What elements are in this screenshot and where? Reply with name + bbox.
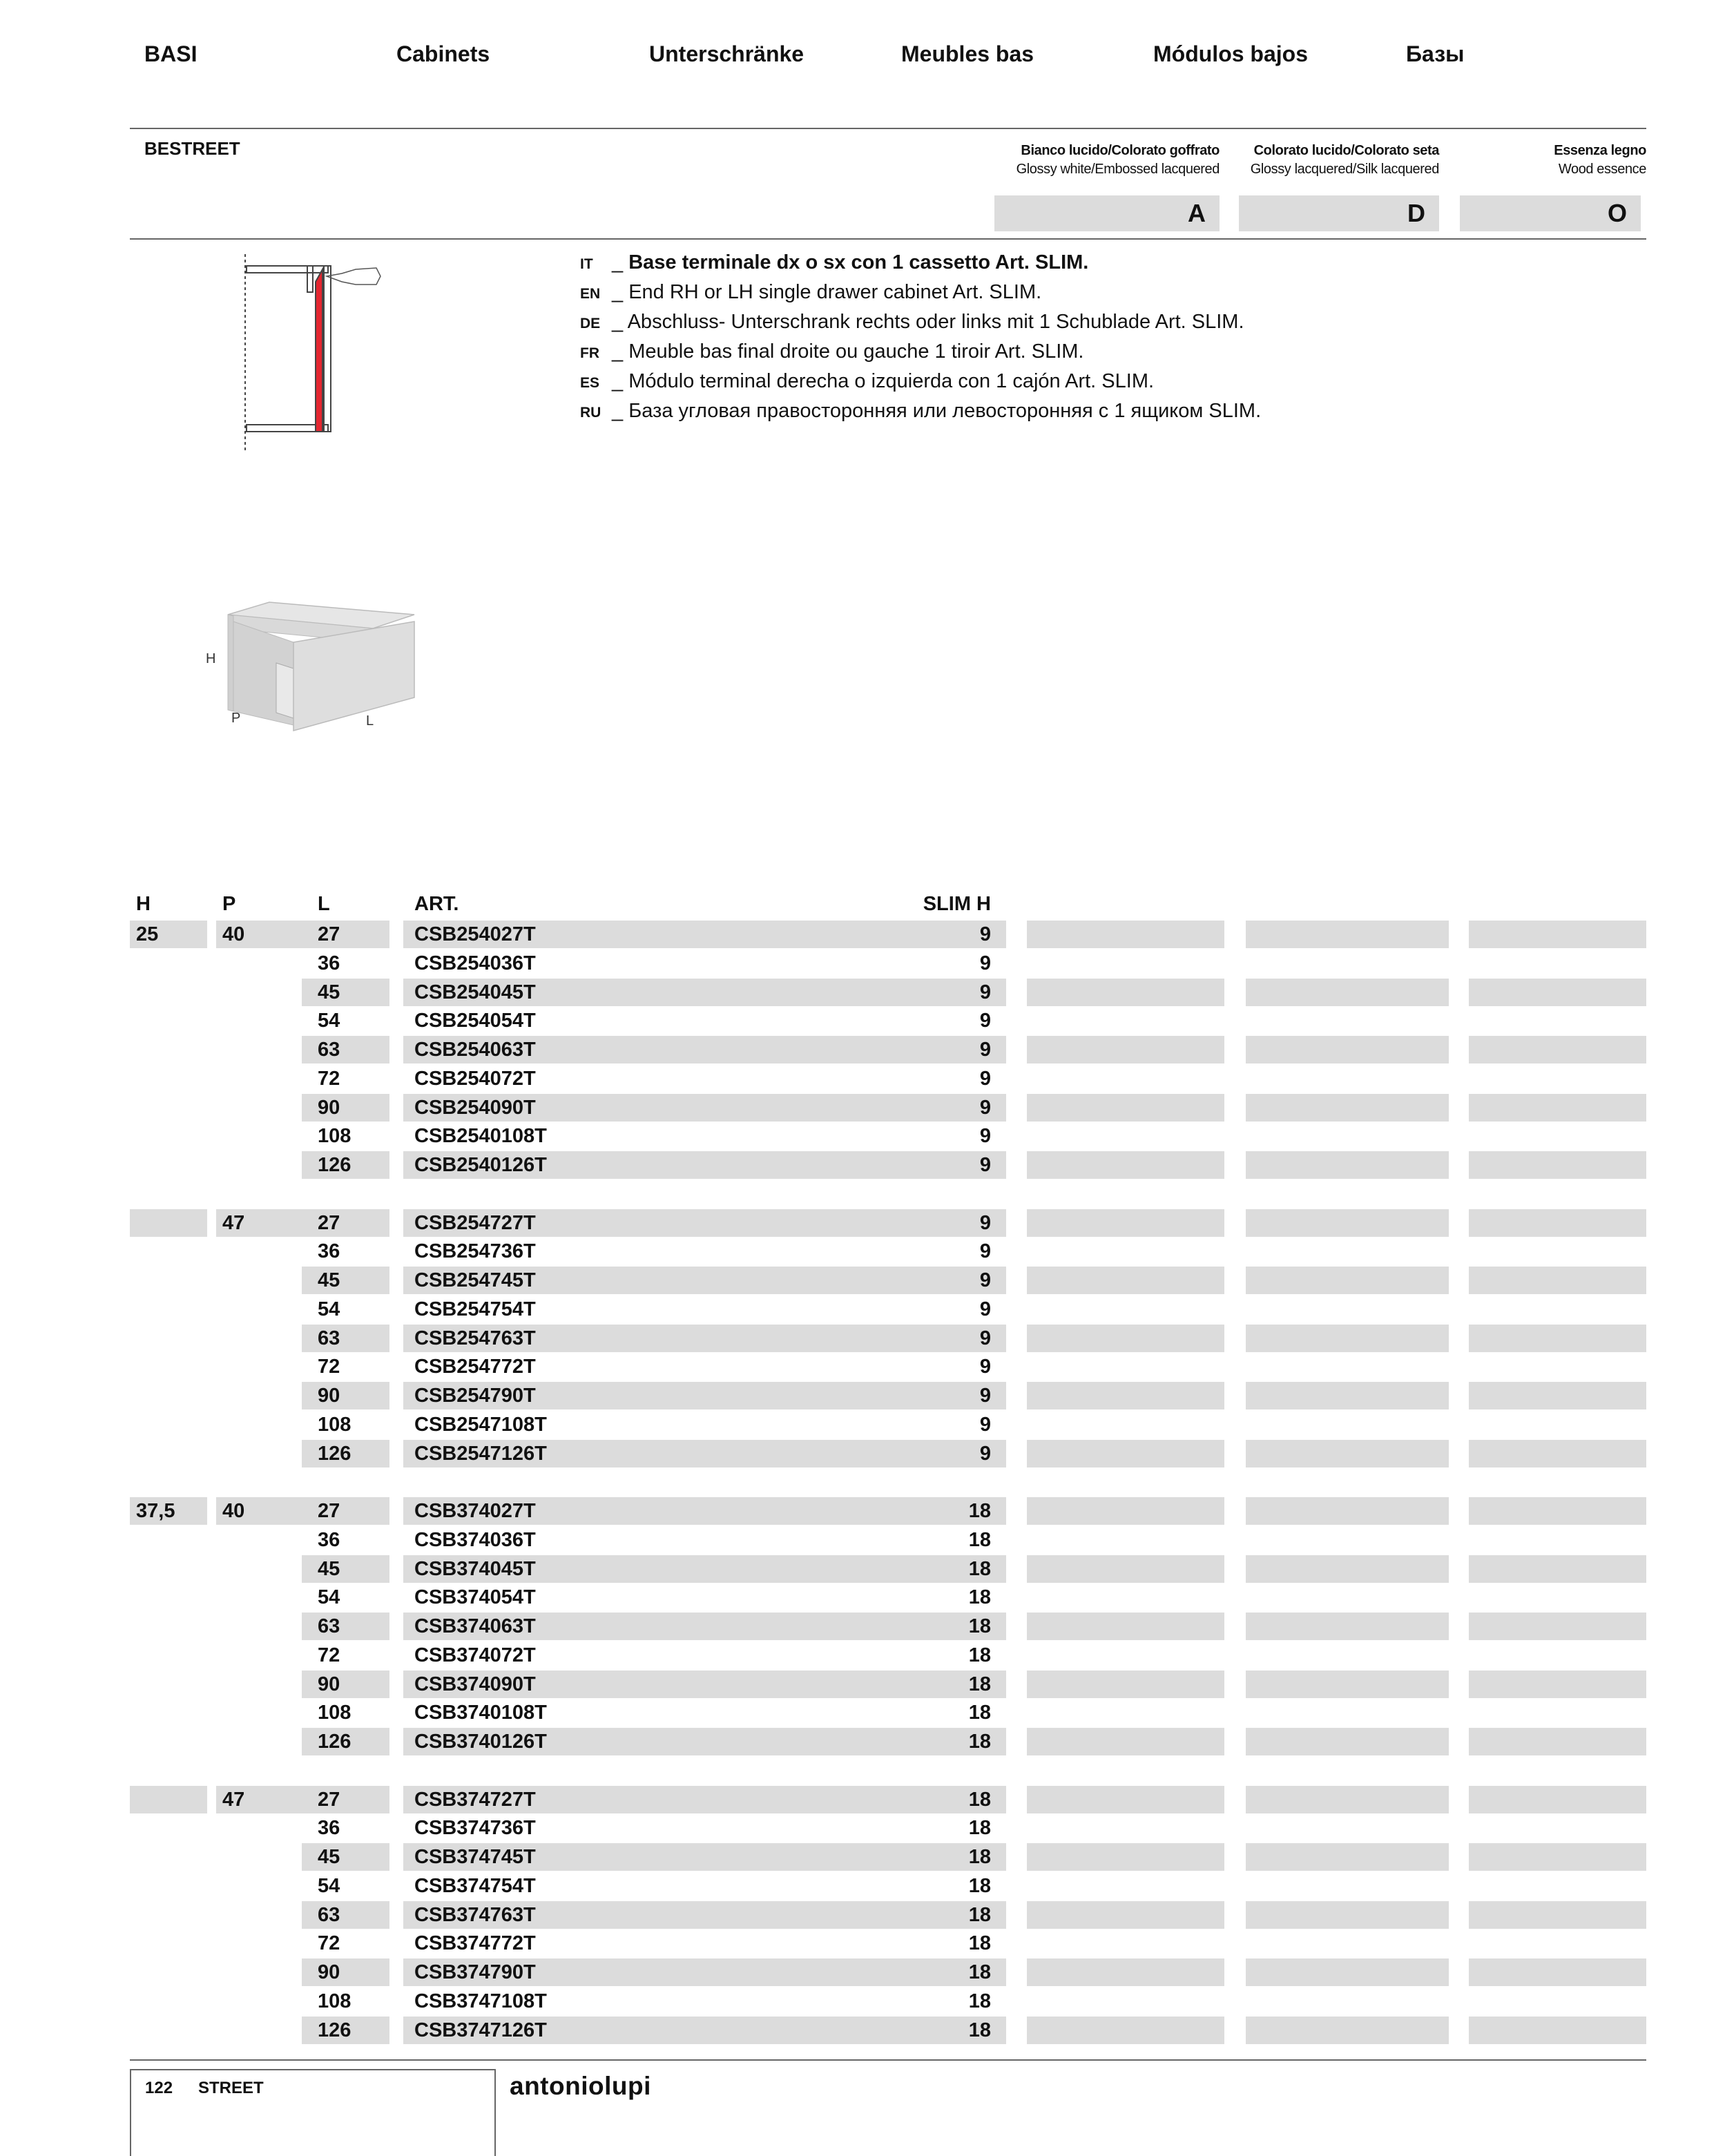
cell-art: CSB2547108T (414, 1414, 547, 1436)
cell-l: 54 (318, 1010, 340, 1032)
finish-price-cell-d (1246, 1497, 1449, 1525)
finish-price-cell-o (1469, 1901, 1646, 1929)
finish-o-label (1554, 142, 1646, 179)
description-de-text: Abschluss- Unterschrank rechts oder links mit 1 Schublade Art. SLIM. (627, 311, 1244, 333)
cell-slim-h: 9 (979, 1385, 991, 1407)
cell-art: CSB374772T (414, 1932, 536, 1954)
finish-price-cell-d (1246, 1382, 1449, 1409)
table-row (0, 1411, 1725, 1438)
table-row (0, 1526, 1725, 1554)
footer-rule (130, 2059, 1646, 2061)
finish-price-cell-a (1027, 1036, 1224, 1063)
cell-l: 126 (302, 1440, 389, 1467)
finish-price-cell-o (1469, 1843, 1646, 1871)
col-header-h: H (136, 893, 151, 915)
finish-price-cell-a (1027, 1209, 1224, 1237)
cell-l: 36 (318, 952, 340, 974)
plan-side-stub (307, 266, 313, 292)
cell-art: CSB254772T (414, 1356, 536, 1378)
finish-o-code: O (1460, 195, 1641, 231)
description-fr: FR _ Meuble bas final droite ou gauche 1 tiroir Art. SLIM. (580, 338, 1261, 367)
cell-l: 72 (318, 1932, 340, 1954)
finish-price-cell-o (1469, 1440, 1646, 1467)
dim-label-l: L (366, 713, 374, 729)
table-row (0, 1642, 1725, 1669)
description-ru: RU _ База угловая правосторонняя или левосторонняя с 1 ящиком SLIM. (580, 397, 1261, 427)
finish-price-cell-a (1027, 1843, 1224, 1871)
finish-price-cell-a (1027, 1958, 1224, 1986)
finish-a-label (1016, 142, 1220, 179)
cell-l: 63 (302, 1325, 389, 1352)
cell-art: CSB374736T (414, 1817, 536, 1839)
table-row (0, 979, 1725, 1006)
finish-price-cell-d (1246, 979, 1449, 1006)
finish-price-cell-o (1469, 1613, 1646, 1640)
page-number: 122 (145, 2079, 173, 2097)
finish-price-cell-d (1246, 1267, 1449, 1294)
cell-l: 36 (318, 1240, 340, 1262)
finish-price-cell-d (1246, 1901, 1449, 1929)
cell-l: 45 (302, 979, 389, 1006)
cell-slim-h: 9 (979, 1125, 991, 1147)
cell-art: CSB254745T (403, 1267, 1006, 1294)
finish-price-cell-o (1469, 921, 1646, 948)
finish-price-cell-o (1469, 1209, 1646, 1237)
finish-price-cell-a (1027, 979, 1224, 1006)
cell-art: CSB374727T (403, 1786, 1006, 1813)
cell-slim-h: 9 (979, 1039, 991, 1061)
table-row (0, 1296, 1725, 1323)
finish-price-cell-a (1027, 1440, 1224, 1467)
table-row (0, 1872, 1725, 1900)
finish-price-cell-o (1469, 979, 1646, 1006)
cell-l: 90 (302, 1094, 389, 1122)
finish-price-cell-d (1246, 1671, 1449, 1698)
section-rule (130, 238, 1646, 240)
cell-l: 27 (302, 1497, 389, 1525)
finish-price-cell-o (1469, 1267, 1646, 1294)
heading-ru: Базы (1406, 41, 1465, 66)
finish-price-cell-a (1027, 1728, 1224, 1755)
heading-it: BASI (144, 41, 197, 66)
cell-l: 108 (318, 1990, 351, 2012)
cell-slim-h: 18 (968, 1904, 991, 1926)
cell-l: 27 (302, 1209, 389, 1237)
drawer-interior (276, 663, 293, 718)
cell-art: CSB254054T (414, 1010, 536, 1032)
table-row (0, 1151, 1725, 1179)
table-row (0, 921, 1725, 948)
cell-art: CSB374754T (414, 1875, 536, 1897)
table-row (0, 1065, 1725, 1093)
description-fr-text: Meuble bas final droite ou gauche 1 tiroir Art. SLIM. (628, 340, 1084, 363)
cell-art: CSB3747108T (414, 1990, 547, 2012)
cell-art: CSB254736T (414, 1240, 536, 1262)
cell-p: 47 (216, 1209, 302, 1237)
series-name: BESTREET (144, 138, 240, 159)
cell-slim-h: 18 (968, 1644, 991, 1666)
cell-p: 40 (216, 921, 302, 948)
table-row (0, 1814, 1725, 1842)
cell-l: 27 (302, 921, 389, 948)
finish-price-cell-d (1246, 1440, 1449, 1467)
cell-l: 90 (302, 1671, 389, 1698)
finish-price-cell-a (1027, 1267, 1224, 1294)
finish-price-cell-d (1246, 1151, 1449, 1179)
finish-price-cell-a (1027, 1613, 1224, 1640)
finish-d-it: Colorato lucido/Colorato seta (1253, 143, 1439, 158)
col-header-l: L (318, 893, 330, 915)
cell-l: 126 (302, 1151, 389, 1179)
finish-price-cell-d (1246, 1786, 1449, 1813)
cell-art: CSB2547126T (403, 1440, 1006, 1467)
finish-d-label (1251, 142, 1439, 179)
cell-art: CSB254763T (403, 1325, 1006, 1352)
finish-price-cell-o (1469, 1382, 1646, 1409)
cell-art: CSB374054T (414, 1586, 536, 1608)
table-row (0, 1382, 1725, 1409)
finish-a-en: Glossy white/Embossed lacquered (1016, 162, 1220, 177)
cabinet-left-side (228, 615, 233, 711)
cell-slim-h: 9 (979, 1154, 991, 1176)
table-row (0, 1555, 1725, 1583)
cell-slim-h: 9 (979, 1068, 991, 1090)
lang-code-de: DE (580, 316, 601, 331)
finish-o-en: Wood essence (1558, 162, 1646, 177)
cell-slim-h: 18 (968, 1961, 991, 1983)
cell-art: CSB254072T (414, 1068, 536, 1090)
lang-code-en: EN (580, 286, 601, 302)
heading-de: Unterschränke (649, 41, 804, 66)
footer-box (130, 2069, 496, 2156)
cell-art: CSB3740108T (414, 1702, 547, 1724)
finish-price-cell-a (1027, 921, 1224, 948)
cell-slim-h: 9 (979, 981, 991, 1003)
cell-art: CSB3747126T (403, 2017, 1006, 2044)
finish-price-cell-a (1027, 1094, 1224, 1122)
finish-price-cell-o (1469, 1151, 1646, 1179)
cell-art: CSB374745T (403, 1843, 1006, 1871)
cell-l: 36 (318, 1817, 340, 1839)
finish-price-cell-o (1469, 1325, 1646, 1352)
cell-l: 54 (318, 1875, 340, 1897)
finish-price-cell-o (1469, 1497, 1646, 1525)
cell-slim-h: 9 (979, 1298, 991, 1320)
table-row (0, 1238, 1725, 1265)
cell-art: CSB374072T (414, 1644, 536, 1666)
heading-en: Cabinets (396, 41, 490, 66)
table-row (0, 1613, 1725, 1640)
cell-art: CSB254754T (414, 1298, 536, 1320)
description-it-text: Base terminale dx o sx con 1 cassetto Art. SLIM. (628, 251, 1089, 273)
cell-slim-h: 18 (968, 1500, 991, 1522)
cell-art: CSB254063T (403, 1036, 1006, 1063)
table-row (0, 1584, 1725, 1611)
collection-name: STREET (198, 2079, 264, 2097)
finish-a-it: Bianco lucido/Colorato goffrato (1021, 143, 1220, 158)
description-en: EN _ End RH or LH single drawer cabinet Art. SLIM. (580, 278, 1261, 308)
cell-art: CSB2540108T (414, 1125, 547, 1147)
finish-price-cell-d (1246, 2017, 1449, 2044)
finish-price-cell-d (1246, 1728, 1449, 1755)
table-row (0, 950, 1725, 977)
cell-l: 126 (302, 1728, 389, 1755)
description-de: DE _ Abschluss- Unterschrank rechts oder links mit 1 Schublade Art. SLIM. (580, 308, 1261, 338)
cell-slim-h: 9 (979, 1240, 991, 1262)
cell-art: CSB254090T (403, 1094, 1006, 1122)
finish-o-it: Essenza legno (1554, 143, 1646, 158)
cell-l: 90 (302, 1382, 389, 1409)
cell-slim-h: 9 (979, 1097, 991, 1119)
finish-price-cell-d (1246, 1555, 1449, 1583)
description-ru-text: База угловая правосторонняя или левосторонняя с 1 ящиком SLIM. (628, 400, 1262, 422)
cell-slim-h: 18 (968, 1673, 991, 1695)
cell-slim-h: 18 (968, 1615, 991, 1637)
table-row (0, 1209, 1725, 1237)
cell-art: CSB254045T (403, 979, 1006, 1006)
table-row (0, 1699, 1725, 1726)
cell-h (130, 1786, 207, 1813)
table-row (0, 1007, 1725, 1034)
cell-l: 54 (318, 1298, 340, 1320)
cell-art: CSB374763T (403, 1901, 1006, 1929)
finish-price-cell-o (1469, 2017, 1646, 2044)
plan-diagram (238, 249, 390, 456)
cell-slim-h: 9 (979, 1356, 991, 1378)
finish-price-cell-d (1246, 1209, 1449, 1237)
cell-art: CSB3740126T (403, 1728, 1006, 1755)
finish-price-cell-o (1469, 1958, 1646, 1986)
cell-art: CSB374027T (403, 1497, 1006, 1525)
finish-price-cell-a (1027, 1382, 1224, 1409)
description-es: ES _ Módulo terminal derecha o izquierda con 1 cajón Art. SLIM. (580, 367, 1261, 397)
cell-slim-h: 18 (968, 1586, 991, 1608)
finish-price-cell-o (1469, 1094, 1646, 1122)
cell-slim-h: 18 (968, 1558, 991, 1580)
table-row (0, 1987, 1725, 2015)
lang-code-es: ES (580, 375, 600, 391)
finish-price-cell-o (1469, 1671, 1646, 1698)
plan-outer-panel (324, 266, 331, 432)
top-rule (130, 128, 1646, 129)
cell-slim-h: 18 (968, 1529, 991, 1551)
finish-d-en: Glossy lacquered/Silk lacquered (1250, 162, 1439, 177)
cell-slim-h: 18 (968, 2019, 991, 2041)
finish-price-cell-o (1469, 1036, 1646, 1063)
finish-price-cell-d (1246, 1036, 1449, 1063)
table-row (0, 1958, 1725, 1986)
cell-l: 108 (318, 1414, 351, 1436)
cell-l: 108 (318, 1702, 351, 1724)
cell-slim-h: 9 (979, 1414, 991, 1436)
cell-art: CSB374045T (403, 1555, 1006, 1583)
cell-l: 36 (318, 1529, 340, 1551)
cell-slim-h: 9 (979, 1443, 991, 1465)
table-row (0, 1843, 1725, 1871)
cell-slim-h: 18 (968, 1817, 991, 1839)
cell-slim-h: 18 (968, 1789, 991, 1811)
finish-price-cell-a (1027, 1497, 1224, 1525)
dim-label-h: H (206, 651, 216, 666)
finish-d-code: D (1239, 195, 1439, 231)
table-row (0, 1325, 1725, 1352)
cell-art: CSB2540126T (403, 1151, 1006, 1179)
cell-p: 40 (216, 1497, 302, 1525)
cell-slim-h: 9 (979, 1269, 991, 1291)
cell-slim-h: 9 (979, 923, 991, 945)
cell-l: 90 (302, 1958, 389, 1986)
brand-logo: antoniolupi (510, 2072, 651, 2100)
dim-label-p: P (231, 711, 241, 726)
cell-slim-h: 18 (968, 1846, 991, 1868)
cell-art: CSB254027T (403, 921, 1006, 948)
plan-end-panel (316, 269, 322, 432)
finish-price-cell-o (1469, 1786, 1646, 1813)
cell-art: CSB374063T (403, 1613, 1006, 1640)
cell-l: 72 (318, 1068, 340, 1090)
cell-l: 126 (302, 2017, 389, 2044)
cabinet-illustration (193, 594, 428, 746)
cell-slim-h: 18 (968, 1932, 991, 1954)
cell-l: 63 (302, 1613, 389, 1640)
cell-slim-h: 18 (968, 1702, 991, 1724)
cell-h (130, 1209, 207, 1237)
finish-price-cell-o (1469, 1555, 1646, 1583)
cell-l: 72 (318, 1356, 340, 1378)
col-header-p: P (222, 893, 236, 915)
table-row (0, 2017, 1725, 2044)
description-es-text: Módulo terminal derecha o izquierda con 1 cajón Art. SLIM. (628, 370, 1155, 392)
description-block (580, 249, 1261, 427)
heading-fr: Meubles bas (901, 41, 1034, 66)
cell-l: 72 (318, 1644, 340, 1666)
finish-price-cell-d (1246, 1958, 1449, 1986)
description-it: IT _ Base terminale dx o sx con 1 cassetto Art. SLIM. (580, 249, 1261, 278)
cell-h: 25 (130, 921, 207, 948)
cell-l: 45 (302, 1843, 389, 1871)
finish-price-cell-d (1246, 1613, 1449, 1640)
cell-h: 37,5 (130, 1497, 207, 1525)
heading-es: Módulos bajos (1153, 41, 1308, 66)
cell-slim-h: 9 (979, 1010, 991, 1032)
table-row (0, 1122, 1725, 1150)
cell-l: 45 (302, 1555, 389, 1583)
cell-slim-h: 9 (979, 1212, 991, 1234)
table-row (0, 1901, 1725, 1929)
cell-art: CSB374036T (414, 1529, 536, 1551)
cell-art: CSB254790T (403, 1382, 1006, 1409)
cell-slim-h: 9 (979, 1327, 991, 1349)
cell-l: 63 (302, 1036, 389, 1063)
table-row (0, 1786, 1725, 1813)
plan-top-panel (247, 266, 328, 273)
table-row (0, 1671, 1725, 1698)
finish-price-cell-a (1027, 1786, 1224, 1813)
cell-art: CSB254036T (414, 952, 536, 974)
col-header-art: ART. (414, 893, 459, 915)
table-row (0, 1094, 1725, 1122)
cell-slim-h: 18 (968, 1731, 991, 1753)
finish-price-cell-o (1469, 1728, 1646, 1755)
finish-price-cell-d (1246, 1325, 1449, 1352)
cell-slim-h: 18 (968, 1875, 991, 1897)
cell-art: CSB374790T (403, 1958, 1006, 1986)
finish-price-cell-d (1246, 1094, 1449, 1122)
description-en-text: End RH or LH single drawer cabinet Art. SLIM. (628, 281, 1042, 303)
cell-l: 54 (318, 1586, 340, 1608)
cell-l: 108 (318, 1125, 351, 1147)
hand-icon (327, 268, 380, 285)
cell-p: 47 (216, 1786, 302, 1813)
finish-price-cell-d (1246, 921, 1449, 948)
table-row (0, 1440, 1725, 1467)
finish-price-cell-a (1027, 1325, 1224, 1352)
table-row (0, 1497, 1725, 1525)
finish-price-cell-d (1246, 1843, 1449, 1871)
lang-code-fr: FR (580, 345, 599, 361)
col-header-slim: SLIM H (923, 893, 991, 915)
lang-code-ru: RU (580, 405, 601, 421)
table-row (0, 1929, 1725, 1957)
finish-a-code: A (994, 195, 1220, 231)
finish-price-cell-a (1027, 1671, 1224, 1698)
finish-price-cell-a (1027, 1901, 1224, 1929)
drawer-front (293, 622, 414, 731)
finish-price-cell-a (1027, 1555, 1224, 1583)
table-row (0, 1353, 1725, 1380)
cell-art: CSB374090T (403, 1671, 1006, 1698)
cell-slim-h: 18 (968, 1990, 991, 2012)
table-row (0, 1728, 1725, 1755)
table-row (0, 1267, 1725, 1294)
cell-l: 45 (302, 1267, 389, 1294)
cell-art: CSB254727T (403, 1209, 1006, 1237)
cell-slim-h: 9 (979, 952, 991, 974)
cell-l: 27 (302, 1786, 389, 1813)
finish-price-cell-a (1027, 1151, 1224, 1179)
cell-l: 63 (302, 1901, 389, 1929)
table-row (0, 1036, 1725, 1063)
finish-price-cell-a (1027, 2017, 1224, 2044)
lang-code-it: IT (580, 256, 593, 272)
